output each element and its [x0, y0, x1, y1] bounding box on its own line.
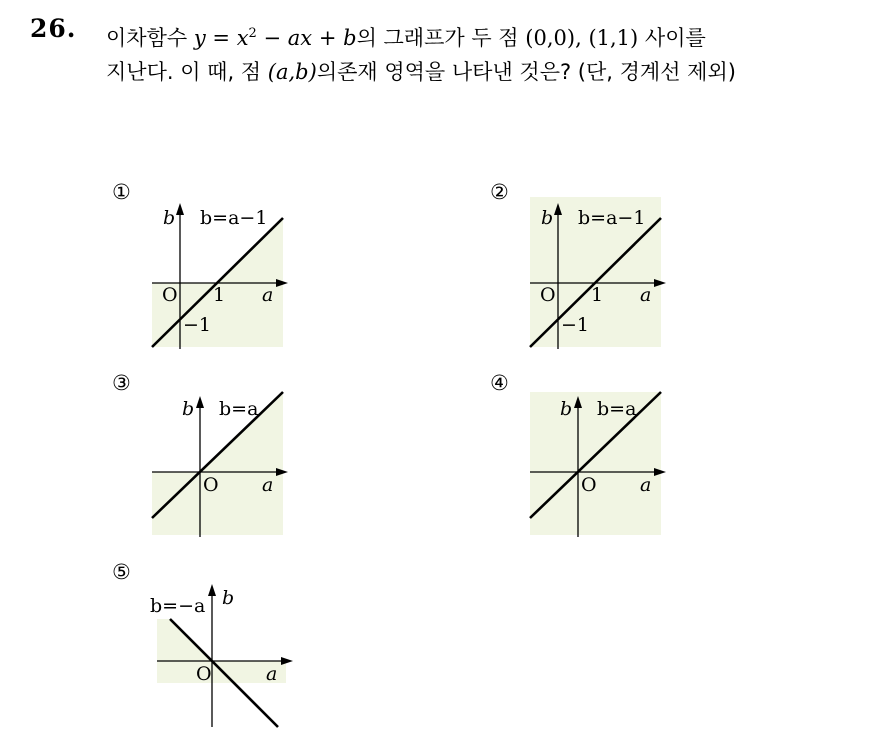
point-one-one: (1,1)	[588, 26, 639, 50]
a-axis-label: a	[262, 474, 274, 496]
text-segment: 이차함수	[106, 26, 188, 50]
math-minus: −	[256, 26, 288, 50]
origin-label: O	[196, 663, 212, 685]
shaded-region-left	[157, 619, 212, 661]
b-axis-label: b	[560, 398, 573, 420]
math-ax: ax	[287, 26, 313, 50]
math-plus: +	[312, 26, 344, 50]
origin-label: O	[581, 474, 597, 496]
choice-marker: ⑤	[112, 560, 131, 584]
text-segment: 사이를	[644, 26, 706, 50]
tick-x-label: 1	[213, 284, 226, 306]
math-x: x	[236, 26, 249, 50]
choice-marker: ③	[112, 371, 131, 395]
math-exponent: 2	[248, 26, 257, 41]
text-segment: 지난다. 이 때, 점	[106, 60, 262, 84]
tick-y-label: −1	[561, 314, 590, 336]
tick-x-label: 1	[591, 284, 604, 306]
b-axis-arrow-icon	[208, 584, 216, 596]
choice-marker: ④	[490, 371, 509, 395]
point-origin: (0,0),	[525, 26, 582, 50]
a-axis-label: a	[266, 663, 278, 685]
line-label: b=a	[597, 398, 637, 420]
math-b: b	[343, 26, 357, 50]
text-segment: 의 그래프가 두 점	[356, 26, 519, 50]
b-axis-label: b	[163, 207, 176, 229]
point-ab: (a,b)	[267, 60, 317, 84]
line-label: b=a	[219, 398, 259, 420]
origin-label: O	[162, 284, 178, 306]
question-number: 26.	[30, 14, 77, 43]
line-label: b=−a	[150, 595, 206, 617]
math-y: y	[193, 26, 206, 50]
math-equals: =	[212, 26, 231, 50]
b-axis-label: b	[222, 587, 235, 609]
choice-marker: ②	[490, 180, 509, 204]
a-axis-label: a	[262, 284, 274, 306]
choice-marker: ①	[112, 180, 131, 204]
tick-y-label: −1	[183, 314, 212, 336]
b-axis-label: b	[541, 207, 554, 229]
origin-label: O	[203, 474, 219, 496]
line-label: b=a−1	[200, 207, 268, 229]
text-segment: 의존재 영역을 나타낸 것은? (단, 경계선 제외)	[316, 60, 736, 84]
a-axis-label: a	[640, 474, 652, 496]
origin-label: O	[540, 284, 556, 306]
a-axis-label: a	[640, 284, 652, 306]
line-label: b=a−1	[578, 207, 646, 229]
a-axis-arrow-icon	[281, 657, 293, 665]
b-axis-label: b	[182, 398, 195, 420]
